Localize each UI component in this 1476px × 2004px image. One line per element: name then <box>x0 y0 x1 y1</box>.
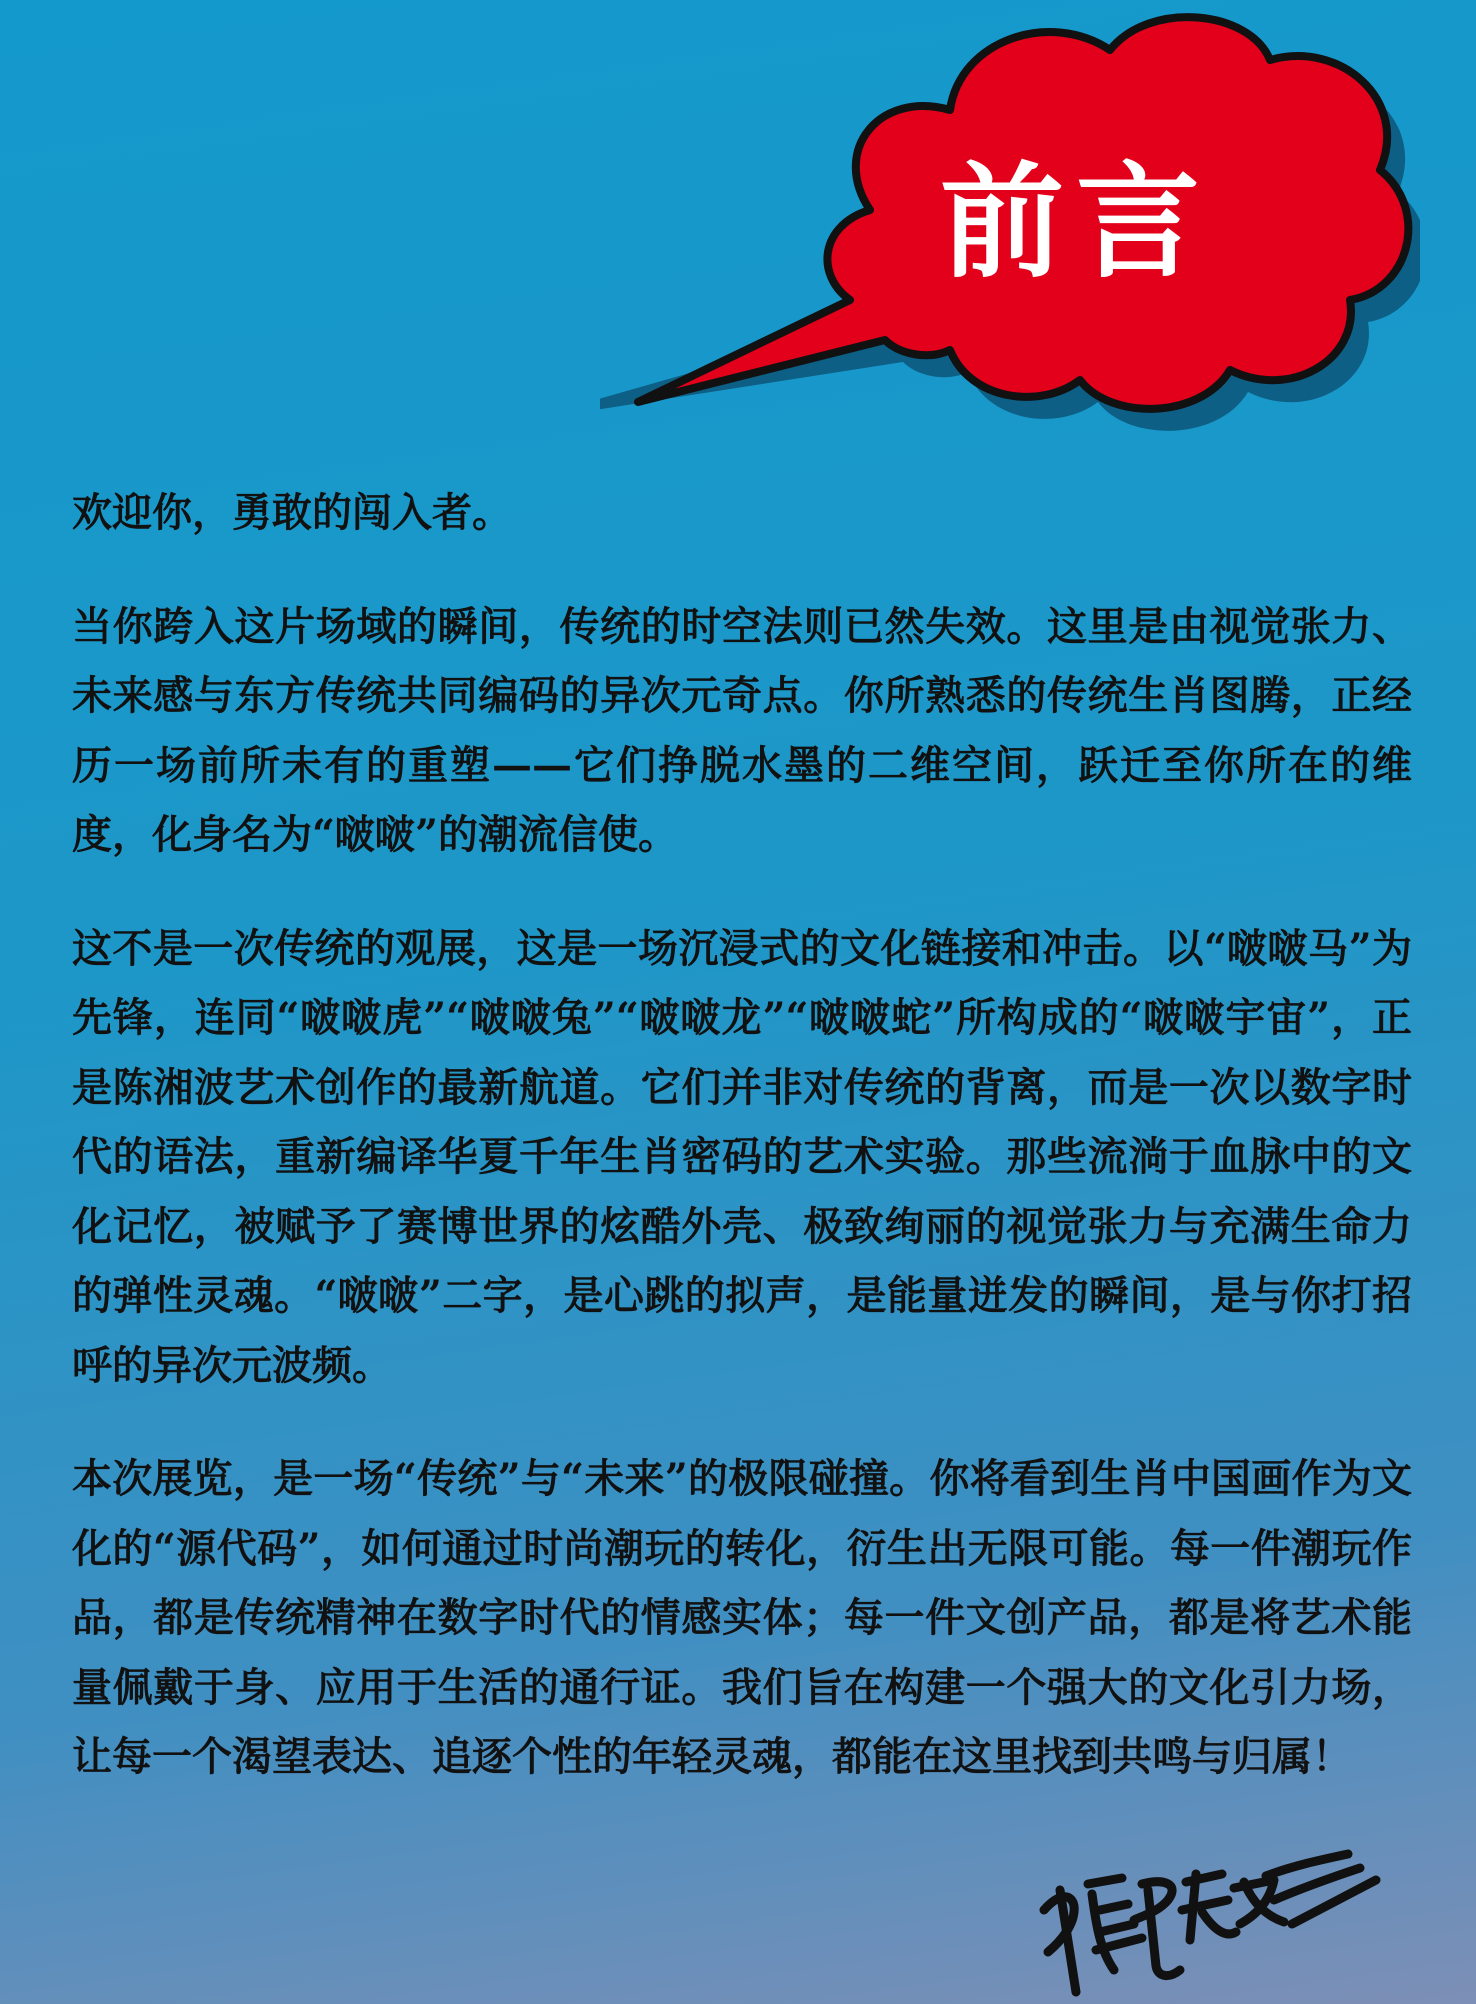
paragraph-exhibition: 本次展览，是一场“传统”与“未来”的极限碰撞。你将看到生肖中国画作为文化的“源代码”，如何通过时尚潮玩的转化，衍生出无限可能。每一件潮玩作品，都是传统精神在数字时代的情感实体；每一件文创产品，都是将艺术能量佩戴于身、应用于生活的通行证。我们旨在构建一个强大的文化引力场，让每一个渴望表达、追逐个性的年轻灵魂，都能在这里找到共鸣与归属！ <box>72 1455 1412 1780</box>
paragraph-bobo-universe: 这不是一次传统的观展，这是一场沉浸式的文化链接和冲击。以“啵啵马”为先锋，连同“啵啵虎”“啵啵兔”“啵啵龙”“啵啵蛇”所构成的“啵啵宇宙”，正是陈湘波艺术创作的最新航道。它们并非对传统的背离，而是一次以数字时代的语法，重新编译华夏千年生肖密码的艺术实验。那些流淌于血脉中的文化记忆，被赋予了赛博世界的炫酷外壳、极致绚丽的视觉张力与充满生命力的弹性灵魂。“啵啵”二字，是心跳的拟声，是能量迸发的瞬间，是与你打招呼的异次元波频。 <box>72 924 1412 1389</box>
signature-icon <box>1030 1820 1390 2000</box>
preface-body <box>72 478 1412 1836</box>
paragraph-intro: 当你跨入这片场域的瞬间，传统的时空法则已然失效。这里是由视觉张力、未来感与东方传统共同编码的异次元奇点。你所熟悉的传统生肖图腾，正经历一场前所未有的重塑——它们挣脱水墨的二维空间，跃迁至你所在的维度，化身名为“啵啵”的潮流信使。 <box>72 602 1412 858</box>
page-title: 前言 <box>940 150 1213 295</box>
paragraph-greeting: 欢迎你，勇敢的闯入者。 <box>72 489 512 536</box>
